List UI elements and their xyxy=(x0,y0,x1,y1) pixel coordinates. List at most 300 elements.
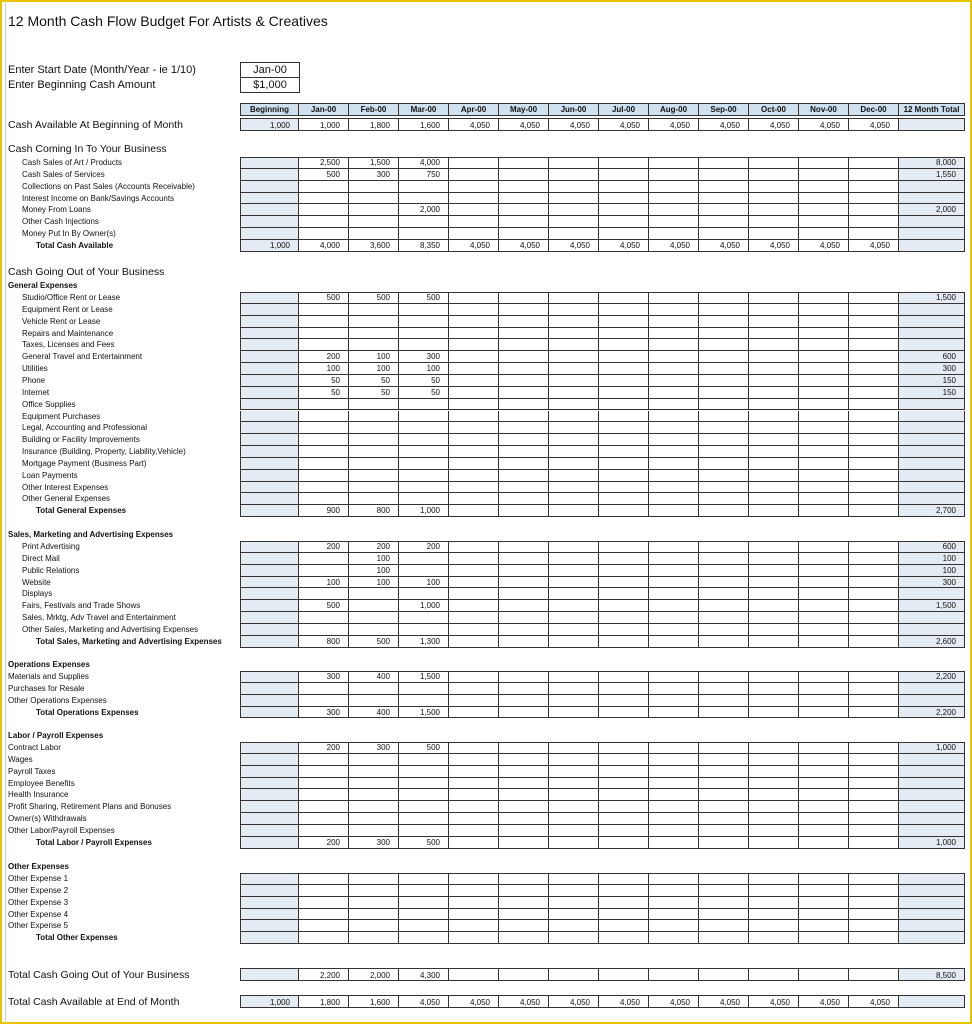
value-cell[interactable] xyxy=(298,873,348,885)
value-cell[interactable] xyxy=(698,458,748,470)
value-cell[interactable] xyxy=(898,216,965,228)
value-cell[interactable]: 1,500 xyxy=(898,600,965,612)
value-cell[interactable] xyxy=(398,470,448,482)
value-cell[interactable] xyxy=(898,920,965,932)
value-cell[interactable] xyxy=(748,216,798,228)
value-cell[interactable] xyxy=(448,801,498,813)
value-cell[interactable] xyxy=(798,470,848,482)
value-cell[interactable] xyxy=(848,873,898,885)
value-cell[interactable] xyxy=(548,909,598,921)
value-cell[interactable] xyxy=(898,422,965,434)
value-cell[interactable] xyxy=(548,837,598,849)
value-cell[interactable]: 500 xyxy=(298,169,348,181)
value-cell[interactable] xyxy=(648,216,698,228)
value-cell[interactable] xyxy=(798,624,848,636)
value-cell[interactable]: 4,050 xyxy=(598,995,648,1008)
value-cell[interactable] xyxy=(398,193,448,205)
value-cell[interactable] xyxy=(848,624,898,636)
value-cell[interactable] xyxy=(348,873,398,885)
value-cell[interactable] xyxy=(748,328,798,340)
value-cell[interactable]: 4,050 xyxy=(498,118,548,131)
value-cell[interactable] xyxy=(648,446,698,458)
value-cell[interactable] xyxy=(848,825,898,837)
value-cell[interactable] xyxy=(548,204,598,216)
value-cell[interactable] xyxy=(398,446,448,458)
value-cell[interactable] xyxy=(398,328,448,340)
value-cell[interactable] xyxy=(748,316,798,328)
value-cell[interactable] xyxy=(498,157,548,169)
value-cell[interactable] xyxy=(698,157,748,169)
value-cell[interactable]: 2,200 xyxy=(298,968,348,981)
value-cell[interactable] xyxy=(798,766,848,778)
value-cell[interactable] xyxy=(348,778,398,790)
value-cell[interactable] xyxy=(398,813,448,825)
value-cell[interactable] xyxy=(798,837,848,849)
value-cell[interactable] xyxy=(598,316,648,328)
value-cell[interactable] xyxy=(298,789,348,801)
value-cell[interactable] xyxy=(448,683,498,695)
value-cell[interactable] xyxy=(448,909,498,921)
value-cell[interactable] xyxy=(448,695,498,707)
value-cell[interactable] xyxy=(748,565,798,577)
value-cell[interactable]: 300 xyxy=(298,707,348,719)
value-cell[interactable] xyxy=(748,228,798,240)
value-cell[interactable] xyxy=(848,577,898,589)
value-cell[interactable] xyxy=(548,624,598,636)
value-cell[interactable] xyxy=(448,813,498,825)
value-cell[interactable] xyxy=(648,292,698,304)
value-cell[interactable] xyxy=(698,825,748,837)
value-cell[interactable]: 2,000 xyxy=(898,204,965,216)
value-cell[interactable] xyxy=(598,932,648,944)
value-cell[interactable] xyxy=(240,411,298,423)
value-cell[interactable] xyxy=(698,434,748,446)
value-cell[interactable] xyxy=(598,434,648,446)
value-cell[interactable]: 4,050 xyxy=(748,240,798,252)
value-cell[interactable] xyxy=(398,754,448,766)
value-cell[interactable] xyxy=(498,434,548,446)
value-cell[interactable] xyxy=(698,216,748,228)
value-cell[interactable] xyxy=(398,885,448,897)
value-cell[interactable] xyxy=(698,541,748,553)
value-cell[interactable] xyxy=(798,968,848,981)
value-cell[interactable] xyxy=(848,316,898,328)
value-cell[interactable]: 4,050 xyxy=(448,118,498,131)
value-cell[interactable] xyxy=(498,825,548,837)
value-cell[interactable] xyxy=(648,228,698,240)
value-cell[interactable] xyxy=(598,216,648,228)
value-cell[interactable]: 4,050 xyxy=(748,995,798,1008)
value-cell[interactable] xyxy=(498,577,548,589)
value-cell[interactable] xyxy=(240,707,298,719)
value-cell[interactable] xyxy=(548,228,598,240)
value-cell[interactable] xyxy=(498,304,548,316)
value-cell[interactable] xyxy=(240,577,298,589)
value-cell[interactable] xyxy=(348,624,398,636)
value-cell[interactable] xyxy=(240,671,298,683)
value-cell[interactable] xyxy=(598,778,648,790)
value-cell[interactable] xyxy=(748,825,798,837)
value-cell[interactable] xyxy=(298,446,348,458)
value-cell[interactable] xyxy=(698,292,748,304)
value-cell[interactable] xyxy=(848,363,898,375)
value-cell[interactable] xyxy=(648,204,698,216)
value-cell[interactable] xyxy=(448,825,498,837)
value-cell[interactable] xyxy=(298,328,348,340)
value-cell[interactable] xyxy=(798,932,848,944)
value-cell[interactable] xyxy=(748,909,798,921)
value-cell[interactable] xyxy=(348,328,398,340)
value-cell[interactable] xyxy=(298,422,348,434)
value-cell[interactable]: 2,000 xyxy=(348,968,398,981)
value-cell[interactable] xyxy=(298,588,348,600)
value-cell[interactable] xyxy=(240,742,298,754)
value-cell[interactable] xyxy=(240,754,298,766)
value-cell[interactable] xyxy=(348,801,398,813)
value-cell[interactable] xyxy=(648,316,698,328)
value-cell[interactable] xyxy=(748,304,798,316)
value-cell[interactable] xyxy=(898,193,965,205)
value-cell[interactable] xyxy=(698,897,748,909)
value-cell[interactable] xyxy=(348,695,398,707)
value-cell[interactable]: 100 xyxy=(898,565,965,577)
value-cell[interactable]: 4,050 xyxy=(448,240,498,252)
value-cell[interactable] xyxy=(698,968,748,981)
value-cell[interactable] xyxy=(898,118,965,131)
start-date-input[interactable]: Jan-00 xyxy=(240,62,300,78)
value-cell[interactable] xyxy=(698,169,748,181)
value-cell[interactable] xyxy=(298,553,348,565)
value-cell[interactable] xyxy=(598,228,648,240)
value-cell[interactable]: 4,050 xyxy=(698,240,748,252)
value-cell[interactable] xyxy=(240,932,298,944)
value-cell[interactable] xyxy=(548,801,598,813)
value-cell[interactable] xyxy=(240,968,298,981)
value-cell[interactable]: 1,500 xyxy=(398,671,448,683)
value-cell[interactable] xyxy=(598,505,648,517)
value-cell[interactable]: 50 xyxy=(298,387,348,399)
value-cell[interactable] xyxy=(598,754,648,766)
value-cell[interactable] xyxy=(798,375,848,387)
value-cell[interactable] xyxy=(598,169,648,181)
value-cell[interactable]: 1,800 xyxy=(348,118,398,131)
value-cell[interactable] xyxy=(240,399,298,411)
value-cell[interactable] xyxy=(298,624,348,636)
value-cell[interactable] xyxy=(448,363,498,375)
value-cell[interactable]: 300 xyxy=(298,671,348,683)
value-cell[interactable] xyxy=(348,204,398,216)
value-cell[interactable]: 8,500 xyxy=(898,968,965,981)
value-cell[interactable] xyxy=(498,181,548,193)
value-cell[interactable]: 2,200 xyxy=(898,707,965,719)
value-cell[interactable] xyxy=(240,766,298,778)
value-cell[interactable] xyxy=(648,169,698,181)
value-cell[interactable] xyxy=(748,399,798,411)
value-cell[interactable] xyxy=(298,228,348,240)
value-cell[interactable] xyxy=(648,328,698,340)
value-cell[interactable] xyxy=(598,766,648,778)
value-cell[interactable] xyxy=(398,588,448,600)
value-cell[interactable] xyxy=(898,801,965,813)
value-cell[interactable] xyxy=(298,434,348,446)
value-cell[interactable] xyxy=(798,446,848,458)
value-cell[interactable] xyxy=(648,825,698,837)
value-cell[interactable]: 500 xyxy=(348,292,398,304)
value-cell[interactable] xyxy=(548,387,598,399)
value-cell[interactable] xyxy=(698,766,748,778)
value-cell[interactable] xyxy=(698,813,748,825)
value-cell[interactable] xyxy=(498,624,548,636)
value-cell[interactable] xyxy=(498,932,548,944)
value-cell[interactable] xyxy=(698,399,748,411)
value-cell[interactable]: 300 xyxy=(348,169,398,181)
value-cell[interactable] xyxy=(748,707,798,719)
value-cell[interactable] xyxy=(648,482,698,494)
value-cell[interactable] xyxy=(548,553,598,565)
value-cell[interactable] xyxy=(648,193,698,205)
value-cell[interactable] xyxy=(498,422,548,434)
value-cell[interactable]: 4,050 xyxy=(598,118,648,131)
value-cell[interactable] xyxy=(548,968,598,981)
value-cell[interactable] xyxy=(448,181,498,193)
value-cell[interactable]: 100 xyxy=(898,553,965,565)
value-cell[interactable] xyxy=(698,742,748,754)
value-cell[interactable] xyxy=(240,458,298,470)
value-cell[interactable] xyxy=(498,695,548,707)
value-cell[interactable] xyxy=(240,624,298,636)
value-cell[interactable] xyxy=(848,612,898,624)
value-cell[interactable]: 1,000 xyxy=(240,995,298,1008)
value-cell[interactable] xyxy=(748,813,798,825)
value-cell[interactable] xyxy=(548,482,598,494)
value-cell[interactable] xyxy=(898,695,965,707)
value-cell[interactable] xyxy=(648,968,698,981)
value-cell[interactable] xyxy=(348,932,398,944)
value-cell[interactable] xyxy=(748,968,798,981)
value-cell[interactable]: 4,050 xyxy=(748,118,798,131)
value-cell[interactable] xyxy=(240,553,298,565)
value-cell[interactable] xyxy=(848,742,898,754)
value-cell[interactable] xyxy=(240,181,298,193)
value-cell[interactable] xyxy=(240,387,298,399)
value-cell[interactable] xyxy=(698,885,748,897)
value-cell[interactable] xyxy=(898,873,965,885)
value-cell[interactable] xyxy=(240,316,298,328)
value-cell[interactable] xyxy=(648,707,698,719)
value-cell[interactable] xyxy=(798,707,848,719)
value-cell[interactable] xyxy=(698,470,748,482)
value-cell[interactable] xyxy=(598,351,648,363)
value-cell[interactable] xyxy=(348,754,398,766)
value-cell[interactable]: 50 xyxy=(398,375,448,387)
value-cell[interactable] xyxy=(348,339,398,351)
value-cell[interactable] xyxy=(298,399,348,411)
value-cell[interactable] xyxy=(598,470,648,482)
value-cell[interactable] xyxy=(348,885,398,897)
value-cell[interactable]: 4,050 xyxy=(648,240,698,252)
value-cell[interactable] xyxy=(240,422,298,434)
value-cell[interactable] xyxy=(240,505,298,517)
value-cell[interactable] xyxy=(548,789,598,801)
value-cell[interactable] xyxy=(898,399,965,411)
value-cell[interactable] xyxy=(598,624,648,636)
value-cell[interactable]: 300 xyxy=(348,837,398,849)
value-cell[interactable] xyxy=(548,577,598,589)
value-cell[interactable] xyxy=(748,837,798,849)
value-cell[interactable] xyxy=(240,565,298,577)
value-cell[interactable] xyxy=(848,766,898,778)
value-cell[interactable] xyxy=(598,292,648,304)
value-cell[interactable] xyxy=(548,600,598,612)
value-cell[interactable] xyxy=(698,328,748,340)
value-cell[interactable] xyxy=(598,541,648,553)
value-cell[interactable] xyxy=(648,304,698,316)
value-cell[interactable] xyxy=(698,493,748,505)
value-cell[interactable] xyxy=(448,375,498,387)
value-cell[interactable] xyxy=(240,363,298,375)
value-cell[interactable] xyxy=(548,754,598,766)
value-cell[interactable] xyxy=(548,565,598,577)
value-cell[interactable] xyxy=(398,897,448,909)
value-cell[interactable] xyxy=(498,292,548,304)
value-cell[interactable] xyxy=(848,193,898,205)
value-cell[interactable] xyxy=(848,169,898,181)
value-cell[interactable] xyxy=(598,920,648,932)
value-cell[interactable] xyxy=(898,434,965,446)
value-cell[interactable] xyxy=(848,671,898,683)
value-cell[interactable] xyxy=(798,683,848,695)
value-cell[interactable] xyxy=(748,446,798,458)
value-cell[interactable] xyxy=(298,885,348,897)
value-cell[interactable] xyxy=(748,897,798,909)
value-cell[interactable] xyxy=(240,328,298,340)
value-cell[interactable] xyxy=(648,470,698,482)
value-cell[interactable] xyxy=(898,612,965,624)
value-cell[interactable] xyxy=(898,778,965,790)
value-cell[interactable] xyxy=(648,387,698,399)
value-cell[interactable] xyxy=(898,995,965,1008)
value-cell[interactable]: 1,600 xyxy=(398,118,448,131)
value-cell[interactable] xyxy=(498,216,548,228)
value-cell[interactable] xyxy=(448,169,498,181)
value-cell[interactable] xyxy=(598,482,648,494)
value-cell[interactable] xyxy=(298,565,348,577)
value-cell[interactable] xyxy=(848,909,898,921)
value-cell[interactable] xyxy=(398,316,448,328)
value-cell[interactable] xyxy=(698,624,748,636)
value-cell[interactable] xyxy=(748,387,798,399)
value-cell[interactable] xyxy=(498,707,548,719)
value-cell[interactable] xyxy=(848,470,898,482)
value-cell[interactable] xyxy=(298,181,348,193)
value-cell[interactable] xyxy=(498,482,548,494)
value-cell[interactable]: 4,050 xyxy=(698,118,748,131)
value-cell[interactable] xyxy=(798,801,848,813)
value-cell[interactable] xyxy=(298,204,348,216)
value-cell[interactable] xyxy=(240,636,298,648)
value-cell[interactable] xyxy=(448,636,498,648)
value-cell[interactable] xyxy=(748,671,798,683)
value-cell[interactable] xyxy=(298,458,348,470)
value-cell[interactable] xyxy=(898,624,965,636)
value-cell[interactable] xyxy=(648,458,698,470)
value-cell[interactable] xyxy=(598,446,648,458)
value-cell[interactable] xyxy=(348,446,398,458)
value-cell[interactable] xyxy=(548,399,598,411)
value-cell[interactable] xyxy=(498,766,548,778)
value-cell[interactable] xyxy=(598,565,648,577)
value-cell[interactable] xyxy=(748,505,798,517)
value-cell[interactable] xyxy=(648,789,698,801)
value-cell[interactable] xyxy=(448,292,498,304)
value-cell[interactable] xyxy=(240,683,298,695)
value-cell[interactable] xyxy=(648,422,698,434)
value-cell[interactable] xyxy=(798,216,848,228)
value-cell[interactable]: 100 xyxy=(398,577,448,589)
value-cell[interactable] xyxy=(548,813,598,825)
value-cell[interactable] xyxy=(448,754,498,766)
value-cell[interactable] xyxy=(398,789,448,801)
value-cell[interactable] xyxy=(398,181,448,193)
value-cell[interactable] xyxy=(598,789,648,801)
value-cell[interactable] xyxy=(898,228,965,240)
value-cell[interactable]: 200 xyxy=(298,742,348,754)
value-cell[interactable] xyxy=(398,695,448,707)
value-cell[interactable] xyxy=(548,304,598,316)
value-cell[interactable]: 1,000 xyxy=(298,118,348,131)
value-cell[interactable] xyxy=(898,458,965,470)
value-cell[interactable] xyxy=(448,328,498,340)
value-cell[interactable] xyxy=(698,228,748,240)
value-cell[interactable] xyxy=(598,577,648,589)
value-cell[interactable] xyxy=(240,228,298,240)
value-cell[interactable] xyxy=(648,873,698,885)
value-cell[interactable] xyxy=(548,825,598,837)
value-cell[interactable] xyxy=(348,825,398,837)
value-cell[interactable] xyxy=(348,493,398,505)
value-cell[interactable] xyxy=(548,328,598,340)
value-cell[interactable] xyxy=(798,169,848,181)
value-cell[interactable] xyxy=(398,873,448,885)
value-cell[interactable] xyxy=(848,339,898,351)
value-cell[interactable]: 200 xyxy=(298,541,348,553)
value-cell[interactable] xyxy=(648,181,698,193)
value-cell[interactable] xyxy=(848,636,898,648)
value-cell[interactable] xyxy=(498,885,548,897)
value-cell[interactable] xyxy=(848,920,898,932)
value-cell[interactable] xyxy=(798,909,848,921)
value-cell[interactable] xyxy=(698,304,748,316)
value-cell[interactable] xyxy=(698,789,748,801)
value-cell[interactable] xyxy=(748,801,798,813)
value-cell[interactable]: 50 xyxy=(298,375,348,387)
value-cell[interactable] xyxy=(898,789,965,801)
value-cell[interactable] xyxy=(898,339,965,351)
value-cell[interactable] xyxy=(798,742,848,754)
value-cell[interactable] xyxy=(598,742,648,754)
value-cell[interactable] xyxy=(748,920,798,932)
value-cell[interactable]: 200 xyxy=(348,541,398,553)
value-cell[interactable] xyxy=(448,339,498,351)
value-cell[interactable] xyxy=(848,422,898,434)
value-cell[interactable]: 1,000 xyxy=(240,118,298,131)
value-cell[interactable] xyxy=(398,482,448,494)
value-cell[interactable] xyxy=(698,565,748,577)
value-cell[interactable]: 100 xyxy=(348,363,398,375)
value-cell[interactable]: 8,350 xyxy=(398,240,448,252)
value-cell[interactable] xyxy=(898,909,965,921)
value-cell[interactable] xyxy=(498,968,548,981)
